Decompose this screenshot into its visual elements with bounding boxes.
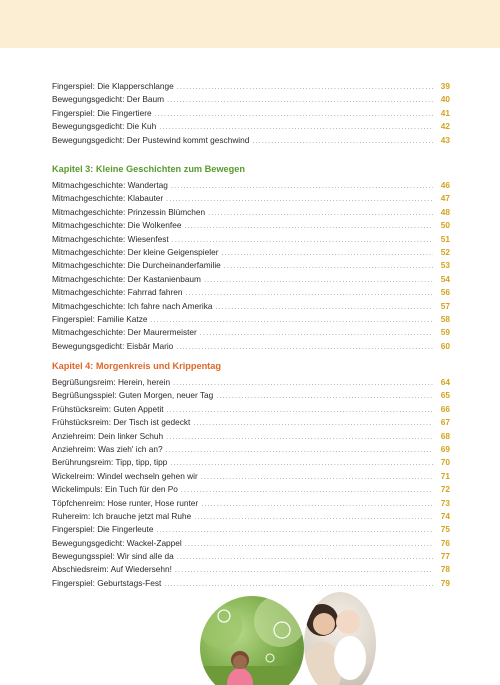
entry-page: 66 xyxy=(440,403,450,414)
entry-title: Fingerspiel: Geburtstags-Fest xyxy=(52,577,162,588)
toc-entry xyxy=(52,206,450,219)
entry-title: Frühstücksreim: Der Tisch ist gedeckt xyxy=(52,417,191,428)
entry-title: Mitmachgeschichte: Klabauter xyxy=(52,193,164,204)
dot-leader xyxy=(175,564,433,577)
dot-leader xyxy=(177,551,433,564)
dot-leader xyxy=(171,180,433,193)
dot-leader xyxy=(159,121,433,134)
entry-page: 72 xyxy=(440,484,450,495)
entry-page: 58 xyxy=(440,313,450,324)
entry-page: 47 xyxy=(440,193,450,204)
toc-entry xyxy=(52,537,450,550)
child-photo-illustration xyxy=(200,596,304,685)
dot-leader xyxy=(176,341,433,354)
toc-entry xyxy=(52,510,450,523)
toc-entry xyxy=(52,80,450,93)
toc-entry xyxy=(52,273,450,286)
entry-page: 56 xyxy=(440,287,450,298)
toc-entry xyxy=(52,376,450,389)
entry-page: 41 xyxy=(440,107,450,118)
dot-leader xyxy=(177,81,433,94)
dot-leader xyxy=(215,301,433,314)
entry-page: 39 xyxy=(440,81,450,91)
toc-entry xyxy=(52,286,450,299)
dot-leader xyxy=(173,377,433,390)
toc-entry xyxy=(52,259,450,272)
dot-leader xyxy=(185,538,433,551)
dot-leader xyxy=(172,234,433,247)
entry-page: 42 xyxy=(440,121,450,132)
dot-leader xyxy=(224,260,433,273)
toc-entry xyxy=(52,497,450,510)
entry-title: Bewegungsgedicht: Der Pustewind kommt geschwind xyxy=(52,134,250,145)
entry-page: 48 xyxy=(440,206,450,217)
dot-leader xyxy=(186,287,433,300)
entry-title: Mitmachgeschichte: Die Durcheinanderfamilie xyxy=(52,260,221,271)
entry-page: 40 xyxy=(440,94,450,105)
dot-leader xyxy=(204,274,433,287)
toc-entry xyxy=(52,416,450,429)
toc-entry xyxy=(52,563,450,576)
entry-page: 43 xyxy=(440,134,450,145)
dot-leader xyxy=(201,471,433,484)
entry-page: 53 xyxy=(440,260,450,271)
dot-leader xyxy=(167,404,433,417)
dot-leader xyxy=(166,431,433,444)
toc-entry xyxy=(52,577,450,590)
entry-page: 59 xyxy=(440,327,450,338)
entry-title: Töpfchenreim: Hose runter, Hose runter xyxy=(52,497,199,508)
entry-page: 60 xyxy=(440,340,450,351)
entry-title: Mitmachgeschichte: Prinzessin Blümchen xyxy=(52,206,206,217)
toc-entry xyxy=(52,430,450,443)
toc-entry xyxy=(52,550,450,563)
entry-title: Bewegungsgedicht: Eisbär Mario xyxy=(52,340,174,351)
dot-leader xyxy=(167,94,433,107)
toc-entry xyxy=(52,470,450,483)
entry-title: Mitmachgeschichte: Fahrrad fahren xyxy=(52,287,183,298)
entry-page: 64 xyxy=(440,377,450,387)
entry-page: 70 xyxy=(440,457,450,468)
entry-title: Bewegungsspiel: Wir sind alle da xyxy=(52,551,174,562)
dot-leader xyxy=(170,457,433,470)
entry-page: 79 xyxy=(440,577,450,588)
toc-entry xyxy=(52,483,450,496)
scalloped-band-edge xyxy=(0,44,500,52)
entry-page: 78 xyxy=(440,564,450,575)
entry-title: Berührungsreim: Tipp, tipp, tipp xyxy=(52,457,168,468)
entry-title: Anziehreim: Was zieh' ich an? xyxy=(52,443,163,454)
toc-entry xyxy=(52,443,450,456)
dot-leader xyxy=(208,207,433,220)
mother-and-baby-photo xyxy=(304,592,376,685)
entry-page: 57 xyxy=(440,300,450,311)
toc-section-continued xyxy=(52,80,450,147)
toc-entry xyxy=(52,134,450,147)
entry-title: Fingerspiel: Die Fingertiere xyxy=(52,107,152,118)
entry-page: 74 xyxy=(440,510,450,521)
entry-title: Mitmachgeschichte: Ich fahre nach Amerika xyxy=(52,300,213,311)
entry-title: Fingerspiel: Familie Katze xyxy=(52,313,148,324)
toc-section-chapter-3 xyxy=(52,162,450,353)
entry-title: Anziehreim: Dein linker Schuh xyxy=(52,430,164,441)
entry-title: Wickelimpuls: Ein Tuch für den Po xyxy=(52,484,178,495)
toc-entry xyxy=(52,120,450,133)
entry-page: 52 xyxy=(440,246,450,257)
top-decorative-band xyxy=(0,0,500,48)
dot-leader xyxy=(216,390,433,403)
toc-entry xyxy=(52,93,450,106)
toc-entry xyxy=(52,389,450,402)
dot-leader xyxy=(155,108,433,121)
dot-leader xyxy=(164,578,433,591)
toc-entry xyxy=(52,246,450,259)
entry-page: 76 xyxy=(440,537,450,548)
entry-page: 69 xyxy=(440,443,450,454)
entry-page: 71 xyxy=(440,470,450,481)
entry-page: 50 xyxy=(440,220,450,231)
toc-entry xyxy=(52,233,450,246)
entry-title: Mitmachgeschichte: Der Maurermeister xyxy=(52,327,197,338)
toc-entry xyxy=(52,219,450,232)
entry-title: Fingerspiel: Die Fingerleute xyxy=(52,524,154,535)
entry-page: 65 xyxy=(440,390,450,401)
entry-page: 51 xyxy=(440,233,450,244)
dot-leader xyxy=(181,484,433,497)
entry-title: Bewegungsgedicht: Der Baum xyxy=(52,94,165,105)
entry-page: 77 xyxy=(440,551,450,562)
toc-entry xyxy=(52,326,450,339)
entry-page: 68 xyxy=(440,430,450,441)
chapter-heading: Kapitel 3: Kleine Geschichten zum Bewegen xyxy=(52,164,245,174)
entry-title: Bewegungsgedicht: Wackel-Zappel xyxy=(52,537,182,548)
dot-leader xyxy=(193,417,433,430)
mother-baby-illustration xyxy=(304,592,376,685)
entry-title: Mitmachgeschichte: Der Kastanienbaum xyxy=(52,273,201,284)
toc-entry xyxy=(52,340,450,353)
entry-title: Mitmachgeschichte: Der kleine Geigenspieler xyxy=(52,246,219,257)
dot-leader xyxy=(156,524,433,537)
toc-entry xyxy=(52,300,450,313)
dot-leader xyxy=(150,314,433,327)
toc-entry xyxy=(52,313,450,326)
toc-entry xyxy=(52,403,450,416)
dot-leader xyxy=(252,135,433,148)
entry-title: Mitmachgeschichte: Wiesenfest xyxy=(52,233,169,244)
entry-title: Ruhereim: Ich brauche jetzt mal Ruhe xyxy=(52,510,192,521)
entry-title: Abschiedsreim: Auf Wiedersehn! xyxy=(52,564,172,575)
child-with-bubbles-photo xyxy=(200,596,304,685)
toc-section-chapter-4 xyxy=(52,359,450,590)
dot-leader xyxy=(221,247,433,260)
decorative-photos xyxy=(196,592,376,685)
entry-title: Begrüßungsspiel: Guten Morgen, neuer Tag xyxy=(52,390,214,401)
dot-leader xyxy=(184,220,433,233)
toc-entry xyxy=(52,523,450,536)
entry-title: Bewegungsgedicht: Die Kuh xyxy=(52,121,157,132)
entry-page: 67 xyxy=(440,417,450,428)
entry-title: Mitmachgeschichte: Wandertag xyxy=(52,180,168,190)
entry-title: Wickelreim: Windel wechseln gehen wir xyxy=(52,470,198,481)
toc-entry xyxy=(52,179,450,192)
entry-title: Mitmachgeschichte: Die Wolkenfee xyxy=(52,220,182,231)
entry-page: 75 xyxy=(440,524,450,535)
entry-title: Frühstücksreim: Guten Appetit xyxy=(52,403,164,414)
toc-entry xyxy=(52,192,450,205)
chapter-heading: Kapitel 4: Morgenkreis und Krippentag xyxy=(52,361,221,371)
dot-leader xyxy=(166,444,433,457)
dot-leader xyxy=(201,498,433,511)
entry-page: 73 xyxy=(440,497,450,508)
entry-title: Fingerspiel: Die Klapperschlange xyxy=(52,81,174,91)
toc-entry xyxy=(52,456,450,469)
dot-leader xyxy=(166,193,433,206)
entry-title: Begrüßungsreim: Herein, herein xyxy=(52,377,171,387)
entry-page: 46 xyxy=(440,180,450,190)
toc-entry xyxy=(52,107,450,120)
dot-leader xyxy=(200,327,433,340)
dot-leader xyxy=(194,511,433,524)
entry-page: 54 xyxy=(440,273,450,284)
